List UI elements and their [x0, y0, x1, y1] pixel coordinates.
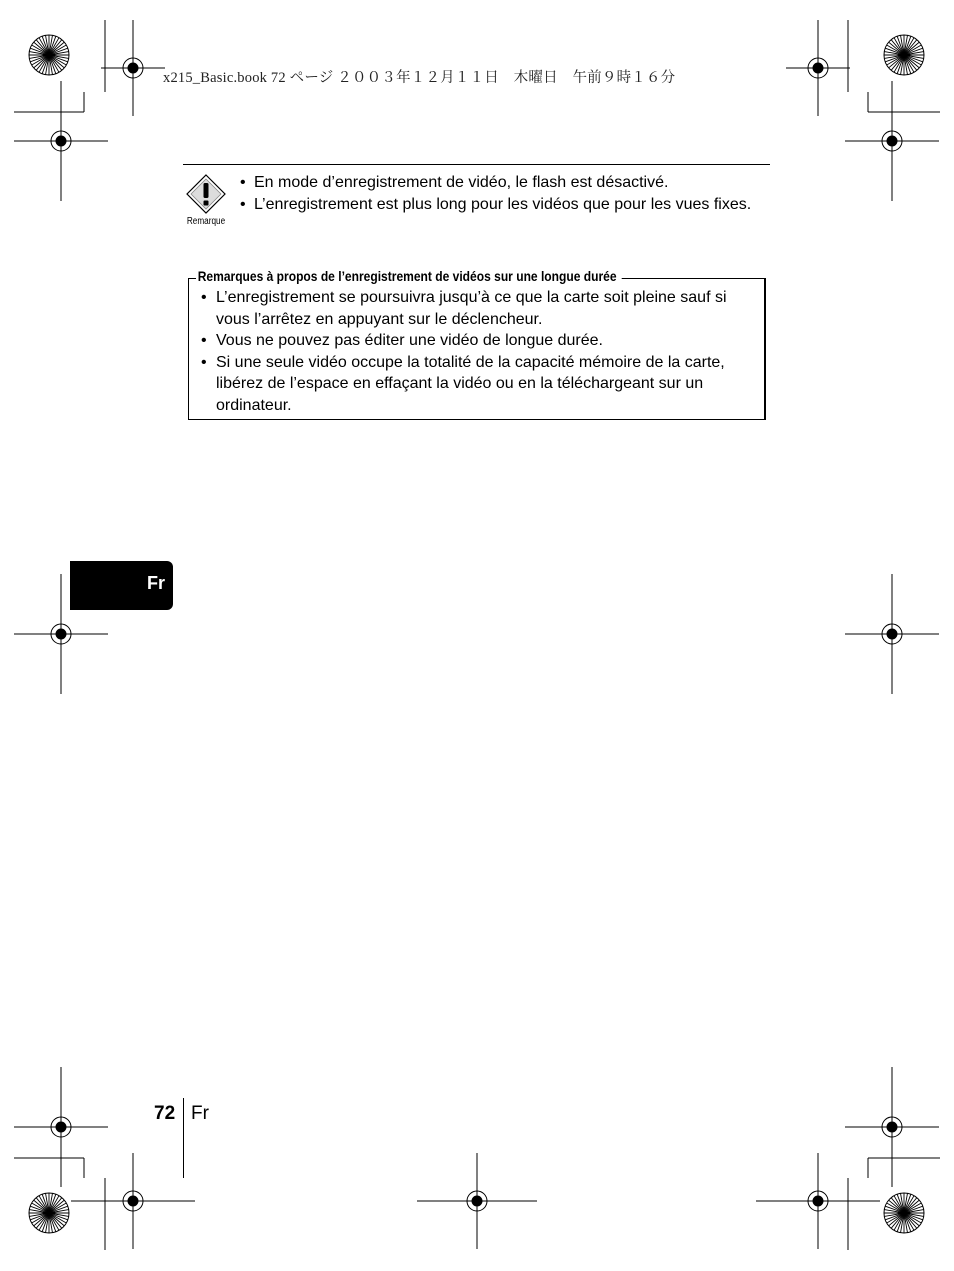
print-header-info: x215_Basic.book 72 ページ ２００３年１２月１１日 木曜日 午前９時１６分	[163, 70, 676, 86]
footer-divider	[183, 1098, 184, 1178]
note-item: • L’enregistrement est plus long pour les vidéos que pour les vues fixes.	[238, 194, 768, 216]
long-video-remarks-list	[200, 287, 756, 416]
registration-starburst	[29, 35, 69, 75]
remark-item: • L’enregistrement se poursuivra jusqu’à ce que la carte soit pleine sauf si vous l’arrêtez en appuyant sur le déclencheur.	[200, 287, 756, 330]
page-number: 72	[154, 1103, 176, 1124]
remark-item: • Vous ne pouvez pas éditer une vidéo de longue durée.	[200, 330, 756, 352]
long-video-remarks-title: Remarques à propos de l’enregistrement de vidéos sur une longue durée	[196, 268, 622, 284]
note-top-rule	[183, 164, 770, 165]
note-list	[238, 172, 768, 216]
remark-item: • Si une seule vidéo occupe la totalité de la capacité mémoire de la carte, libérez de l’espace en effaçant la vidéo ou en la téléchargeant sur un ordinateur.	[200, 352, 756, 417]
language-side-tab-label: Fr	[147, 573, 165, 593]
registration-starburst	[29, 1193, 69, 1233]
note-icon-label: Remarque	[186, 216, 226, 227]
registration-starburst	[884, 1193, 924, 1233]
footer-language: Fr	[191, 1103, 209, 1124]
language-side-tab	[70, 561, 173, 610]
registration-starburst	[884, 35, 924, 75]
note-item: • En mode d’enregistrement de vidéo, le flash est désactivé.	[238, 172, 768, 194]
